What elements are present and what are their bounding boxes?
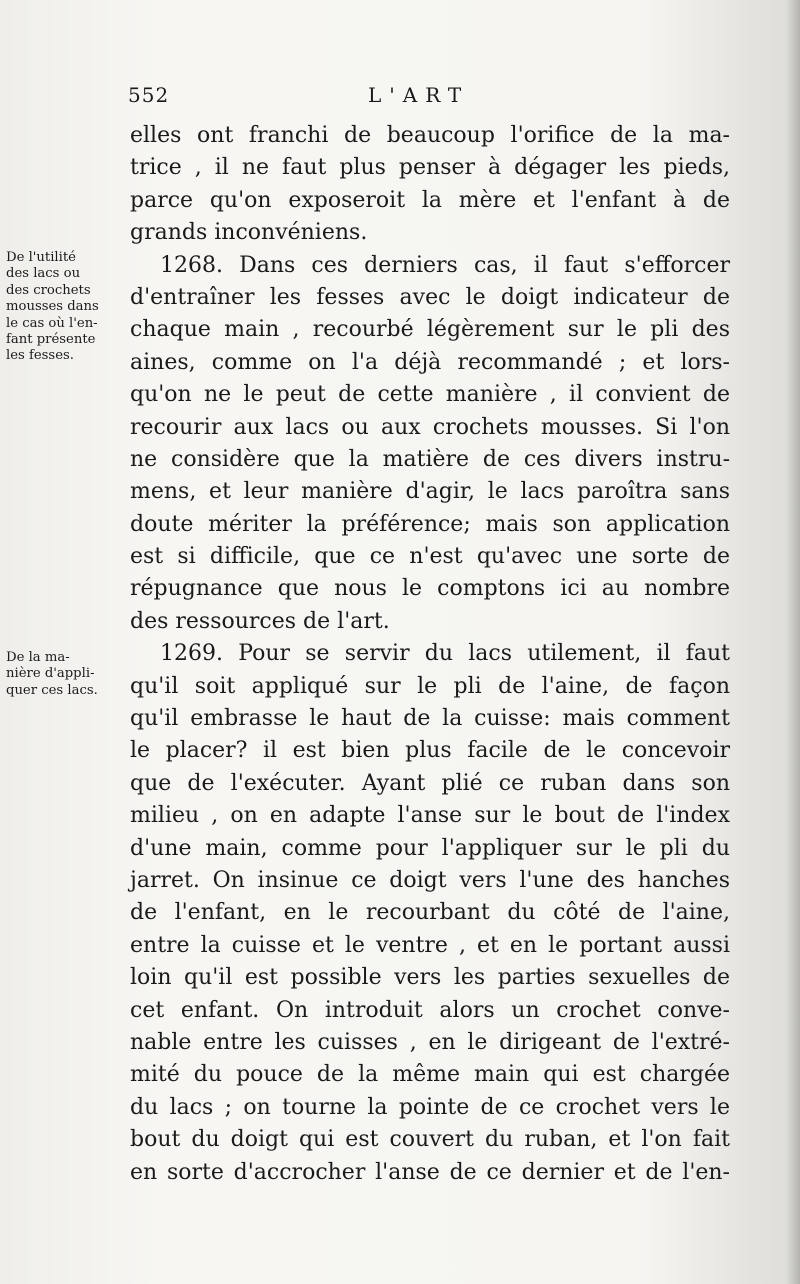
page-edge-shadow	[786, 0, 800, 1284]
running-title: L'ART	[368, 83, 470, 107]
margin-note-utility	[6, 250, 126, 365]
text-line: recourir aux lacs ou aux crochets mousses. Si l'on	[130, 414, 730, 440]
text-line: qu'on ne le peut de cette manière , il convient de	[130, 382, 730, 408]
margin-note-line: quer ces lacs.	[6, 682, 98, 698]
text-line: loin qu'il est possible vers les parties sexuelles de	[130, 965, 730, 991]
text-line: cet enfant. On introduit alors un crochet conve-	[130, 997, 730, 1023]
text-line: mens, et leur manière d'agir, le lacs paroîtra sans	[130, 479, 730, 505]
paragraph-1	[130, 120, 730, 250]
margin-notes	[6, 250, 126, 698]
text-line: des ressources de l'art.	[130, 608, 390, 634]
text-line: nable entre les cuisses , en le dirigeant de l'extré-	[130, 1029, 730, 1055]
body-text	[130, 120, 730, 1189]
margin-note-line: le cas où l'en-	[6, 315, 98, 331]
margin-note-line: nière d'appli-	[6, 666, 95, 682]
margin-note-line: mousses dans	[6, 299, 99, 315]
text-line: en sorte d'accrocher l'anse de ce dernier et de l'en-	[130, 1159, 730, 1185]
paragraph-1269	[130, 638, 730, 1189]
text-line: jarret. On insinue ce doigt vers l'une des hanches	[130, 867, 730, 893]
text-line: répugnance que nous le comptons ici au nombre	[130, 576, 730, 602]
margin-note-line: les fesses.	[6, 348, 74, 364]
text-line: entre la cuisse et le ventre , et en le portant aussi	[130, 932, 730, 958]
text-line: que de l'exécuter. Ayant plié ce ruban dans son	[130, 770, 730, 796]
text-line: elles ont franchi de beaucoup l'orifice de la ma-	[130, 123, 730, 148]
running-head	[128, 83, 768, 113]
margin-note-line: des lacs ou	[6, 266, 81, 282]
text-line: ne considère que la matière de ces divers instru-	[130, 446, 730, 472]
margin-note-line: fant présente	[6, 332, 96, 348]
text-line: 1268. Dans ces derniers cas, il faut s'efforcer	[160, 252, 730, 278]
text-line: bout du doigt qui est couvert du ruban, et l'on fait	[130, 1127, 730, 1153]
margin-note-application	[6, 650, 98, 699]
text-line: d'entraîner les fesses avec le doigt indicateur de	[130, 284, 730, 310]
margin-note-line: De la ma-	[6, 650, 70, 665]
text-line: mité du pouce de la même main qui est chargée	[130, 1062, 730, 1088]
text-line: grands inconvéniens.	[130, 220, 368, 246]
text-line: doute mériter la préférence; mais son application	[130, 511, 730, 537]
text-line: qu'il embrasse le haut de la cuisse: mais comment	[130, 706, 730, 732]
text-line: est si difficile, que ce n'est qu'avec une sorte de	[130, 544, 730, 570]
text-line: de l'enfant, en le recourbant du côté de l'aine,	[130, 900, 730, 926]
text-line: milieu , on en adapte l'anse sur le bout de l'index	[130, 803, 730, 829]
text-line: trice , il ne faut plus penser à dégager les pieds,	[130, 155, 730, 181]
text-line: parce qu'on exposeroit la mère et l'enfant à de	[130, 187, 730, 213]
text-line: le placer? il est bien plus facile de le concevoir	[130, 738, 730, 764]
page-number: 552	[128, 83, 170, 107]
text-line: d'une main, comme pour l'appliquer sur le pli du	[130, 835, 730, 861]
text-line: qu'il soit appliqué sur le pli de l'aine, de façon	[130, 673, 730, 699]
paragraph-1268	[130, 250, 730, 639]
text-line: aines, comme on l'a déjà recommandé ; et lors-	[130, 349, 730, 375]
text-line: 1269. Pour se servir du lacs utilement, il faut	[160, 641, 730, 667]
margin-note-line: De l'utilité	[6, 250, 76, 265]
text-line: du lacs ; on tourne la pointe de ce crochet vers le	[130, 1094, 730, 1120]
margin-note-line: des crochets	[6, 282, 91, 298]
text-line: chaque main , recourbé légèrement sur le pli des	[130, 317, 730, 343]
